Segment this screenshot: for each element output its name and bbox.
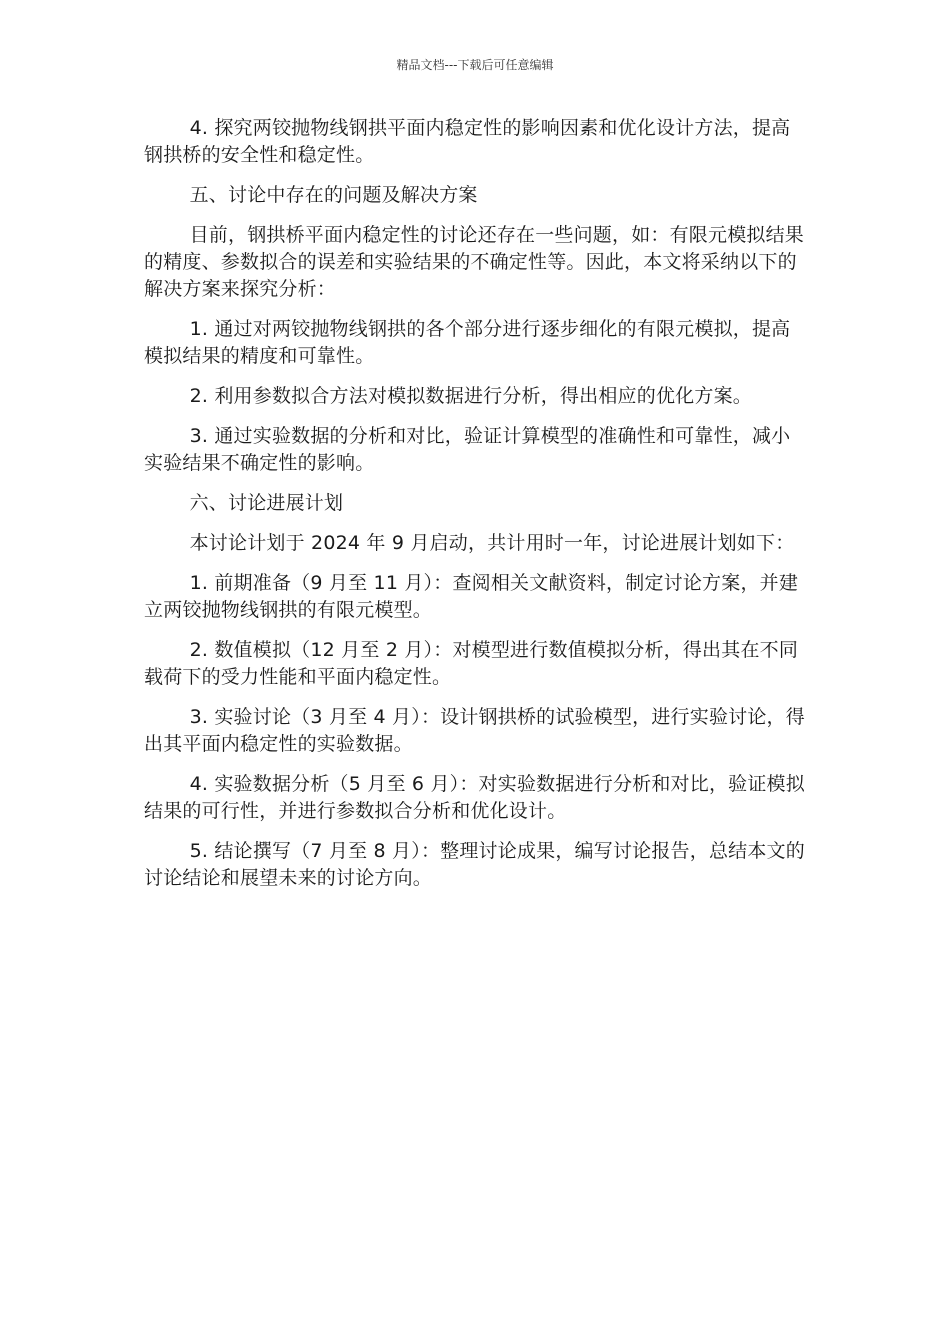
list-item-objective-4: 4. 探究两铰抛物线钢拱平面内稳定性的影响因素和优化设计方法，提高钢拱桥的安全性和稳定性。 [144,117,791,166]
list-item-solution-2: 2. 利用参数拟合方法对模拟数据进行分析，得出相应的优化方案。 [189,385,752,407]
section-heading-problems: 五、讨论中存在的问题及解决方案 [189,184,478,206]
list-item-plan-1: 1. 前期准备（9 月至 11 月）：查阅相关文献资料，制定讨论方案，并建立两铰抛物线钢拱的有限元模型。 [144,572,799,621]
body-paragraph-problems: 目前，钢拱桥平面内稳定性的讨论还存在一些问题，如：有限元模拟结果的精度、参数拟合的误差和实验结果的不确定性等。因此，本文将采纳以下的解决方案来探究分析： [144,224,804,300]
list-item-plan-4: 4. 实验数据分析（5 月至 6 月）：对实验数据进行分析和对比，验证模拟结果的可行性，并进行参数拟合分析和优化设计。 [144,773,805,822]
list-item-plan-2: 2. 数值模拟（12 月至 2 月）：对模型进行数值模拟分析，得出其在不同载荷下的受力性能和平面内稳定性。 [144,639,799,688]
body-paragraph-plan: 本讨论计划于 2024 年 9 月启动，共计用时一年，讨论进展计划如下： [189,532,795,554]
list-item-plan-5: 5. 结论撰写（7 月至 8 月）：整理讨论成果，编写讨论报告，总结本文的讨论结论和展望未来的讨论方向。 [144,840,805,889]
page-header: 精品文档---下载后可任意编辑 [396,58,554,72]
list-item-solution-1: 1. 通过对两铰抛物线钢拱的各个部分进行逐步细化的有限元模拟，提高模拟结果的精度和可靠性。 [144,318,791,367]
section-heading-plan: 六、讨论进展计划 [189,492,344,514]
document-body [144,115,808,905]
list-item-plan-3: 3. 实验讨论（3 月至 4 月）：设计钢拱桥的试验模型，进行实验讨论，得出其平面内稳定性的实验数据。 [144,706,805,755]
list-item-solution-3: 3. 通过实验数据的分析和对比，验证计算模型的准确性和可靠性，减小实验结果不确定性的影响。 [144,425,791,474]
